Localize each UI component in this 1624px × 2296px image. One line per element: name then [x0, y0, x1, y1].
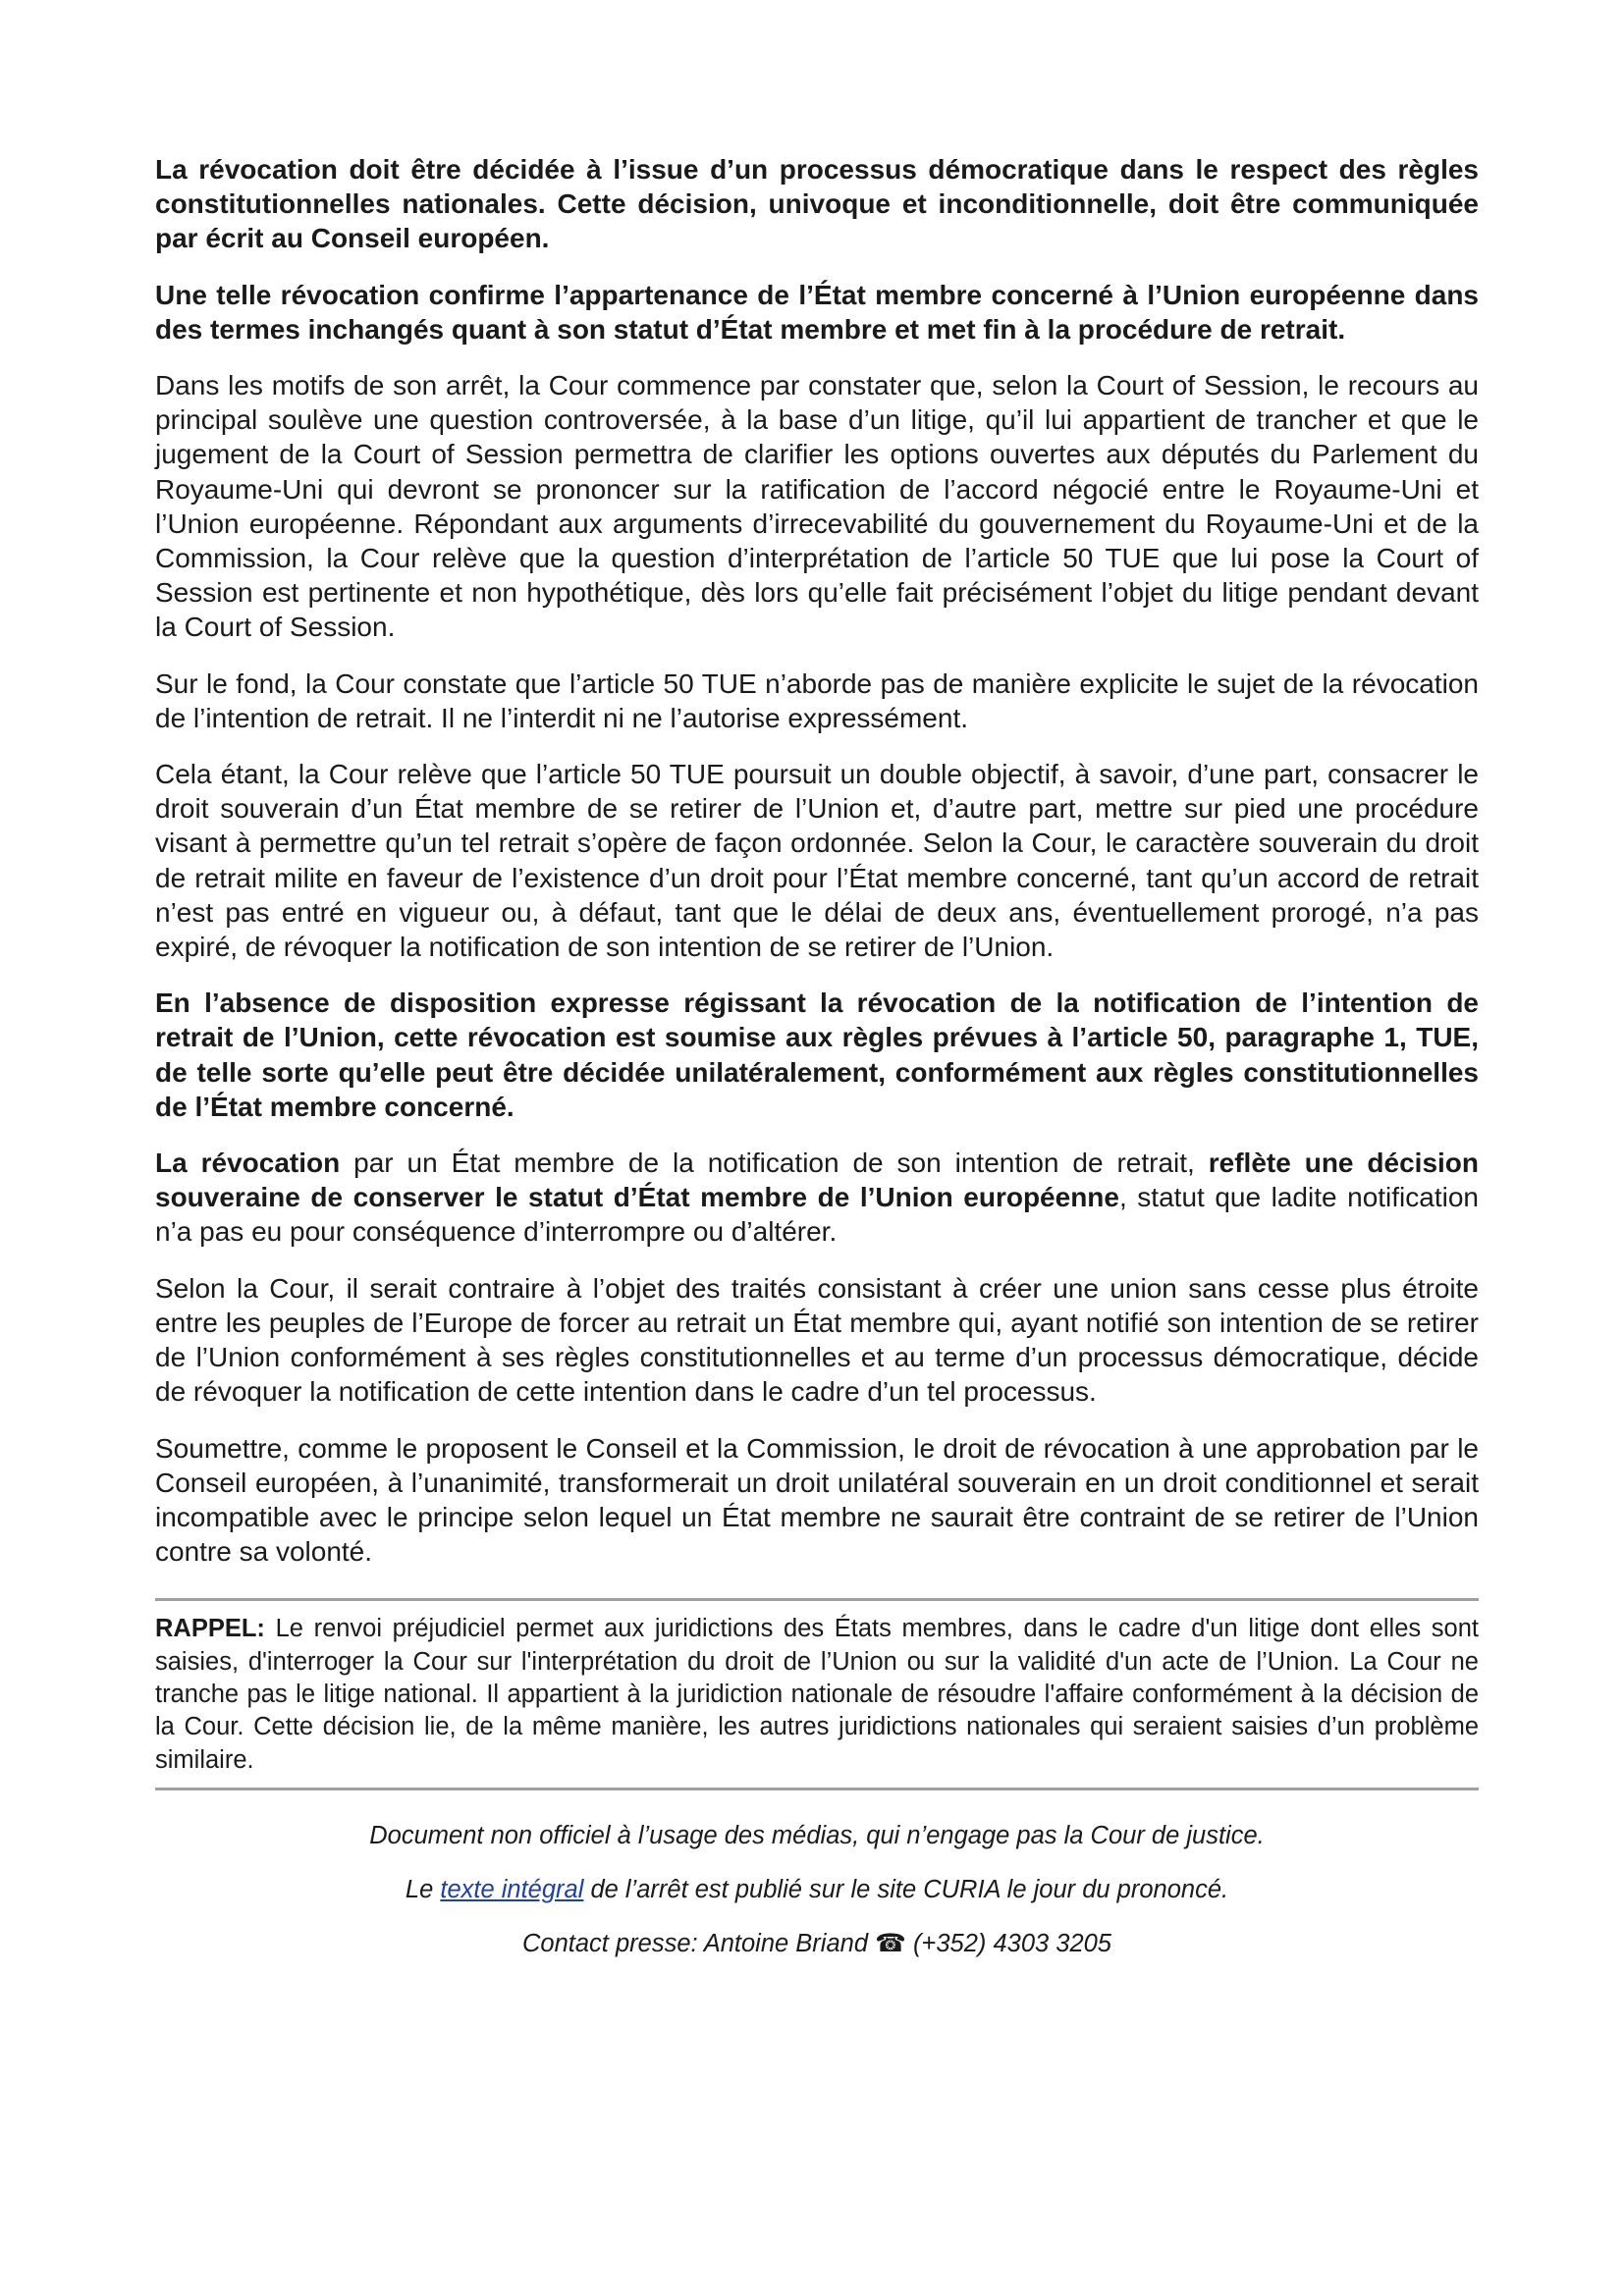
paragraph-segment: Dans les motifs de son arrêt, la Cour commence par constater que, selon la Court of Session, le recours au principal soulève une question controversée, à la base d’un litige, qu’il lui appartient de trancher et que le jugement de la Court of Session permettra de clarifier les options ouvertes aux députés du Parlement du Royaume-Uni qui devront se prononcer sur la ratification de l’accord négocié entre le Royaume-Uni et l’Union européenne. Répondant aux arguments d’irrecevabilité du gouvernement du Royaume-Uni et de la Commission, la Cour relève que la question d’interprétation de l’article 50 TUE que lui pose la Court of Session est pertinente et non hypothétique, dès lors qu’elle fait précisément l’objet du litige pendant devant la Court of Session.: [155, 370, 1479, 643]
paragraph-segment: Selon la Cour, il serait contraire à l’objet des traités consistant à créer une union sans cesse plus étroite entre les peuples de l’Europe de forcer au retrait un État membre qui, ayant notifié son intention de se retirer de l’Union conformément à ses règles constitutionnelles et au terme d’un processus démocratique, décide de révoquer la notification de cette intention dans le cadre d’un tel processus.: [155, 1272, 1479, 1408]
body-paragraph: [155, 1146, 1479, 1250]
paragraph-segment: Cela étant, la Cour relève que l’article 50 TUE poursuit un double objectif, à savoir, d’une part, consacrer le droit souverain d’un État membre de se retirer de l’Union et, d’autre part, mettre sur pied une procédure visant à permettre qu’un tel retrait s’opère de façon ordonnée. Selon la Cour, le caractère souverain du droit de retrait milite en faveur de l’existence d’un droit pour l’État membre concerné, tant qu’un accord de retrait n’est pas entré en vigueur ou, à défaut, tant que le délai de deux ans, éventuellement prorogé, n’a pas expiré, de révoquer la notification de son intention de se retirer de l’Union.: [155, 759, 1479, 963]
body-paragraph: [155, 757, 1479, 964]
paragraph-segment: La révocation: [155, 1148, 341, 1179]
body-paragraph: [155, 667, 1479, 735]
paragraph-segment: Sur le fond, la Cour constate que l’article 50 TUE n’aborde pas de manière explicite le sujet de la révocation de l’intention de retrait. Il ne l’interdit ni ne l’autorise expressément.: [155, 667, 1479, 733]
publication-prefix: Le: [405, 1875, 441, 1903]
body-paragraph: [155, 1431, 1479, 1570]
publication-suffix: de l’arrêt est publié sur le site CURIA le jour du prononcé.: [583, 1875, 1229, 1903]
paragraph-segment: Soumettre, comme le proposent le Conseil et la Commission, le droit de révocation à une approbation par le Conseil européen, à l’unanimité, transformerait un droit unilatéral souverain en un droit conditionnel et serait incompatible avec le principe selon lequel un État membre ne saurait être contraint de se retirer de l’Union contre sa volonté.: [155, 1432, 1479, 1568]
paragraph-segment: Une telle révocation confirme l’appartenance de l’État membre concerné à l’Union européenne dans des termes inchangés quant à son statut d’État membre et met fin à la procédure de retrait.: [155, 279, 1479, 345]
contact-phone: (+352) 4303 3205: [905, 1929, 1111, 1957]
paragraph-segment: par un État membre de la notification de son intention de retrait,: [340, 1148, 1209, 1179]
document-page: [155, 152, 1479, 1982]
body-paragraph: [155, 986, 1479, 1124]
body-paragraph: [155, 368, 1479, 645]
rappel-box: [155, 1598, 1479, 1789]
rappel-text: Le renvoi préjudiciel permet aux juridictions des États membres, dans le cadre d'un litige dont elles sont saisies, d'interroger la Cour sur l'interprétation du droit de l’Union ou sur la validité d'un acte de l’Union. La Cour ne tranche pas le litige national. Il appartient à la juridiction nationale de résoudre l'affaire conformément à la décision de la Cour. Cette décision lie, de la même manière, les autres juridictions nationales qui seraient saisies d’un problème similaire.: [155, 1615, 1479, 1774]
footer-contact: [155, 1928, 1479, 1960]
contact-name: Contact presse: Antoine Briand: [522, 1929, 876, 1957]
footer-disclaimer: Document non officiel à l’usage des médias, qui n’engage pas la Cour de justice.: [369, 1821, 1265, 1849]
paragraph-segment: En l’absence de disposition expresse régissant la révocation de la notification de l’intention de retrait de l’Union, cette révocation est soumise aux règles prévues à l’article 50, paragraphe 1, TUE, de telle sorte qu’elle peut être décidée unilatéralement, conformément aux règles constitutionnelles de l’État membre concerné.: [155, 988, 1479, 1122]
body-text: [155, 152, 1479, 1569]
full-text-link[interactable]: texte intégral: [440, 1875, 584, 1903]
rappel-label: RAPPEL:: [155, 1615, 265, 1643]
paragraph-segment: La révocation doit être décidée à l’issue d’un processus démocratique dans le respect des règles constitutionnelles nationales. Cette décision, univoque et inconditionnelle, doit être communiquée par écrit au Conseil européen.: [155, 154, 1479, 254]
body-paragraph: [155, 278, 1479, 347]
body-paragraph: [155, 152, 1479, 256]
rappel-paragraph: [155, 1613, 1479, 1776]
paragraph-segment: , statut que ladite notification n’a pas eu pour conséquence d’interrompre ou d’altérer.: [155, 1182, 1479, 1248]
footer-publication: [155, 1874, 1479, 1906]
body-paragraph: [155, 1271, 1479, 1410]
footer: [155, 1820, 1479, 1960]
telephone-icon: ☎: [875, 1929, 906, 1957]
paragraph-segment: reflète une décision souveraine de conserver le statut d’État membre de l’Union européenne: [155, 1148, 1479, 1213]
